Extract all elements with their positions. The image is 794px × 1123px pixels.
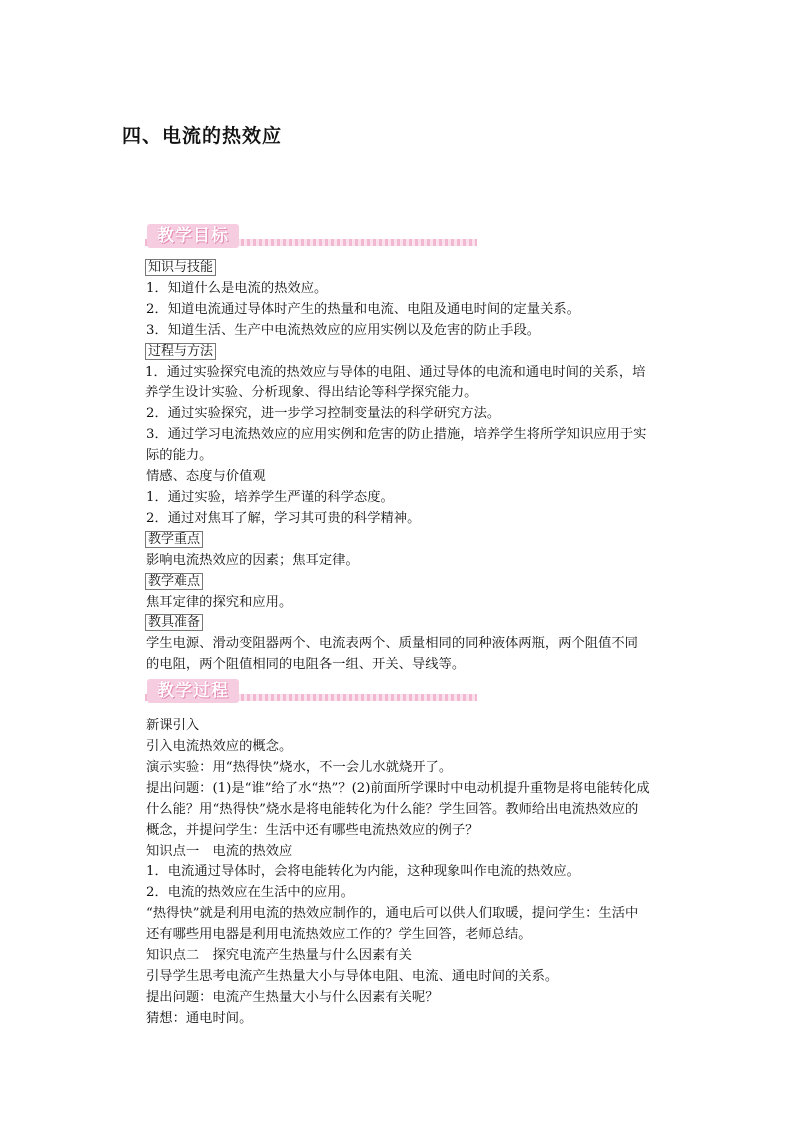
- intro-line-2: 演示实验：用“热得快”烧水，不一会儿水就烧开了。: [146, 759, 453, 775]
- page-title: 四、电流的热效应: [122, 125, 283, 147]
- key-point-label: 教学重点: [145, 531, 203, 548]
- banner-label-box: [147, 224, 239, 248]
- section-banner-process: [145, 679, 477, 705]
- k1-line-1: 1．电流通过导体时，会将电能转化为内能，这种现象叫作电流的热效应。: [146, 864, 580, 880]
- banner-label-box: [147, 679, 239, 703]
- process-item-2: 2．通过实验探究，进一步学习控制变量法的科学研究方法。: [146, 406, 501, 422]
- intro-label: 新课引入: [146, 718, 200, 734]
- knowledge-point-2-label: 知识点二 探究电流产生热量与什么因素有关: [146, 948, 412, 964]
- k2-line-3: 猜想：通电时间。: [146, 1010, 253, 1026]
- difficulty-label: 教学难点: [145, 573, 203, 590]
- emotion-item-2: 2．通过对焦耳了解，学习其可贵的科学精神。: [146, 510, 421, 526]
- knowledge-item-2: 2．知道电流通过导体时产生的热量和电流、电阻及通电时间的定量关系。: [146, 301, 580, 317]
- banner-label: 教学过程: [157, 681, 229, 701]
- banner-label: 教学目标: [157, 226, 229, 246]
- k1-line-2: 2．电流的热效应在生活中的应用。: [146, 885, 354, 901]
- intro-line-3: 提出问题：(1)是“谁”给了水“热”？(2)前面所学课时中电动机提升重物是将电能转化成什么能？用“热得快”烧水是将电能转化为什么能？学生回答。教师给出电流热效应的概念，并提问学生：生活中还有哪些电流热效应的例子？: [146, 780, 650, 838]
- tools-label: 教具准备: [145, 614, 203, 631]
- knowledge-point-1-label: 知识点一 电流的热效应: [146, 843, 293, 859]
- process-item-3: 3．通过学习电流热效应的应用实例和危害的防止措施，培养学生将所学知识应用于实际的能力。: [146, 427, 647, 464]
- tools-text: 学生电源、滑动变阻器两个、电流表两个、质量相同的同种液体两瓶，两个阻值不同的电阻，两个阻值相同的电阻各一组、开关、导线等。: [146, 636, 638, 673]
- process-method-label: 过程与方法: [145, 343, 216, 360]
- emotion-label: 情感、态度与价值观: [146, 469, 266, 485]
- knowledge-item-1: 1．知道什么是电流的热效应。: [146, 280, 328, 296]
- emotion-item-1: 1．通过实验，培养学生严谨的科学态度。: [146, 489, 394, 505]
- difficulty-text: 焦耳定律的探究和应用。: [146, 594, 293, 610]
- knowledge-skill-label: 知识与技能: [145, 259, 216, 276]
- k2-line-1: 引导学生思考电流产生热量大小与导体电阻、电流、通电时间的关系。: [146, 969, 559, 984]
- section-banner-objectives: [145, 224, 477, 250]
- process-item-1: 1．通过实验探究电流的热效应与导体的电阻、通过导体的电流和通电时间的关系，培养学生设计实验、分析现象、得出结论等科学探究能力。: [145, 364, 646, 401]
- lesson-content: [146, 258, 650, 1030]
- k1-line-3: “热得快”就是利用电流的热效应制作的，通电后可以供人们取暖，提问学生：生活中还有哪些用电器是利用电流热效应工作的？学生回答，老师总结。: [146, 906, 639, 943]
- intro-line-1: 引入电流热效应的概念。: [146, 739, 293, 755]
- knowledge-item-3: 3．知道生活、生产中电流热效应的应用实例以及危害的防止手段。: [146, 322, 541, 338]
- k2-line-2: 提出问题：电流产生热量大小与什么因素有关呢？: [146, 989, 439, 1005]
- key-point-text: 影响电流热效应的因素；焦耳定律。: [146, 552, 359, 568]
